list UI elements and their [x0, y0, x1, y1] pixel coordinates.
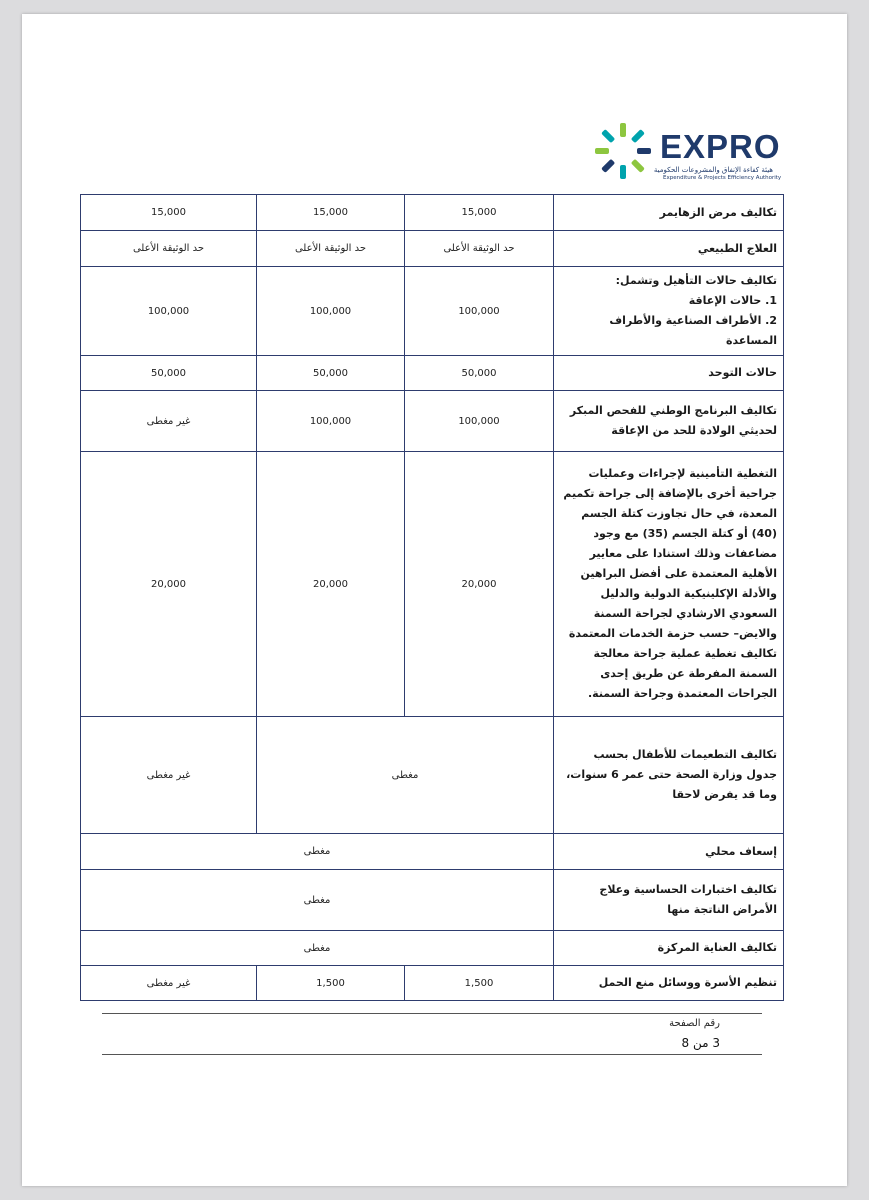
table-cell: 50,000 — [81, 356, 257, 391]
table-cell: 20,000 — [257, 452, 405, 717]
table-cell: 50,000 — [405, 356, 554, 391]
table-cell: 100,000 — [405, 391, 554, 452]
row-label: تكاليف التطعيمات للأطفال بحسب جدول وزارة الصحة حتى عمر 6 سنوات، وما قد يفرض لاحقا — [554, 717, 784, 834]
table-row — [81, 834, 784, 870]
table-row — [81, 356, 784, 391]
table-cell: 15,000 — [81, 195, 257, 231]
table-cell: 15,000 — [257, 195, 405, 231]
table-cell: مغطى — [81, 834, 554, 870]
row-label — [554, 267, 784, 356]
benefits-table — [80, 194, 784, 1001]
row-label: حالات التوحد — [554, 356, 784, 391]
page-number-label: رقم الصفحة — [669, 1018, 720, 1029]
table-cell: 100,000 — [81, 267, 257, 356]
row-label: العلاج الطبيعي — [554, 231, 784, 267]
table-cell: حد الوثيقة الأعلى — [257, 231, 405, 267]
footer-divider-top — [102, 1013, 762, 1014]
table-row — [81, 717, 784, 834]
emblem-rays — [595, 123, 651, 179]
list-item: 1. حالات الإعاقة — [688, 294, 777, 307]
table-cell: غير مغطى — [81, 391, 257, 452]
table-cell: غير مغطى — [81, 966, 257, 1001]
table-cell: 15,000 — [405, 195, 554, 231]
table-row — [81, 452, 784, 717]
table-cell: حد الوثيقة الأعلى — [405, 231, 554, 267]
table-cell: 20,000 — [81, 452, 257, 717]
row-label: تكاليف العناية المركزة — [554, 931, 784, 966]
table-cell: مغطى — [81, 931, 554, 966]
row-label: تكاليف البرنامج الوطني للفحص المبكر لحديثي الولادة للحد من الإعاقة — [554, 391, 784, 452]
table-row — [81, 966, 784, 1001]
row-label-title: تكاليف حالات التأهيل وتشمل: — [615, 274, 777, 287]
table-cell: 1,500 — [257, 966, 405, 1001]
table-cell: مغطى — [81, 870, 554, 931]
page-number: 3 من 8 — [681, 1036, 720, 1050]
table-row — [81, 391, 784, 452]
table-cell: حد الوثيقة الأعلى — [81, 231, 257, 267]
expro-logo — [590, 118, 790, 188]
table-cell: 1,500 — [405, 966, 554, 1001]
table-row — [81, 870, 784, 931]
row-label: تكاليف اختبارات الحساسية وعلاج الأمراض الناتجة منها — [554, 870, 784, 931]
table-cell: 100,000 — [405, 267, 554, 356]
row-label: إسعاف محلي — [554, 834, 784, 870]
row-label: التغطية التأمينية لإجراءات وعمليات جراحية أخرى بالإضافة إلى جراحة تكميم المعدة، في حال تجاوزت كتلة الجسم (40) أو كتلة الجسم (35) مع وجود مضاعفات وذلك استنادا على معايير الأهلية المعتمدة على أفضل البراهين والأدلة الإكلينيكية الدولية والدليل السعودي الارشادي لجراحة السمنة والايض– حسب حزمة الخدمات المعتمدة تكاليف تغطية عملية جراحة معالجة السمنة المفرطة عن طريق إحدى الجراحات المعتمدة وجراحة السمنة. — [554, 452, 784, 717]
table-row — [81, 931, 784, 966]
table-cell: 100,000 — [257, 267, 405, 356]
row-label: تنظيم الأسرة ووسائل منع الحمل — [554, 966, 784, 1001]
table-cell: 50,000 — [257, 356, 405, 391]
row-label: تكاليف مرض الزهايمر — [554, 195, 784, 231]
table-cell: غير مغطى — [81, 717, 257, 834]
list-item: 2. الأطراف الصناعية والأطراف المساعدة — [609, 314, 777, 347]
table-row — [81, 195, 784, 231]
logo-english-name: Expenditure & Projects Efficiency Authority — [663, 175, 782, 181]
table-cell: مغطى — [257, 717, 554, 834]
table-cell: 20,000 — [405, 452, 554, 717]
table-row — [81, 267, 784, 356]
footer-divider-bottom — [102, 1054, 762, 1055]
logo-wordmark: EXPRO — [660, 128, 781, 165]
expro-emblem-icon — [590, 118, 656, 184]
table-cell: 100,000 — [257, 391, 405, 452]
table-row — [81, 231, 784, 267]
logo-arabic-name: هيئة كفاءة الإنفاق والمشروعات الحكومية — [653, 166, 773, 174]
